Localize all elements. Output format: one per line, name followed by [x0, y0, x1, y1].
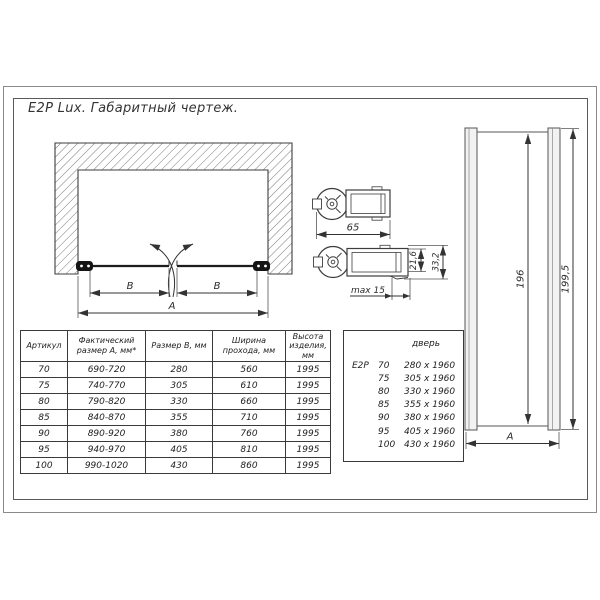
cell-pass-width: 810	[213, 442, 286, 458]
cell-height: 1995	[286, 458, 331, 474]
cell-pass-width: 710	[213, 410, 286, 426]
dim-label-a-plan: A	[168, 301, 176, 312]
cell-pass-width: 760	[213, 426, 286, 442]
col-header-height: Высота изделия, мм	[286, 331, 331, 362]
cell-articul: 75	[21, 378, 68, 394]
cell-pass-width: 860	[213, 458, 286, 474]
door-table-header: дверь	[411, 339, 441, 349]
door-size-code: 85	[378, 400, 390, 411]
cell-size-b: 405	[146, 442, 213, 458]
dim-label-b-left: B	[126, 281, 134, 292]
spec-row	[21, 410, 331, 426]
cell-size-b: 380	[146, 426, 213, 442]
glass-panel	[477, 132, 548, 426]
spec-header-row	[21, 331, 331, 362]
wall-profile-left	[465, 128, 477, 430]
cell-actual-size: 940-970	[68, 442, 146, 458]
cell-height: 1995	[286, 426, 331, 442]
dim-label-b-right: B	[213, 281, 221, 292]
wall-hatch	[55, 143, 292, 274]
door-size-code: 70	[378, 360, 390, 371]
spec-row	[21, 378, 331, 394]
spec-row	[21, 426, 331, 442]
door-row	[352, 385, 461, 398]
col-header-size-b: Размер В, мм	[146, 331, 213, 362]
spec-row	[21, 394, 331, 410]
door-glass-size: 330 x 1960	[404, 386, 456, 397]
door-glass-size: 355 x 1960	[404, 400, 456, 411]
cell-articul: 100	[21, 458, 68, 474]
cell-height: 1995	[286, 378, 331, 394]
dim-label-max15: max 15	[351, 286, 385, 296]
dim-label-196: 196	[515, 269, 527, 289]
door-row	[352, 438, 461, 451]
door-glass-size: 380 x 1960	[404, 413, 456, 424]
door-glass-size: 280 x 1960	[404, 360, 456, 371]
door-series: E2P	[352, 360, 369, 371]
hinge-profile-top	[313, 187, 391, 239]
cell-size-b: 355	[146, 410, 213, 426]
cell-articul: 70	[21, 362, 68, 378]
cell-height: 1995	[286, 394, 331, 410]
dim-label-65: 65	[346, 222, 360, 234]
cell-pass-width: 660	[213, 394, 286, 410]
cell-actual-size: 840-870	[68, 410, 146, 426]
cell-pass-width: 560	[213, 362, 286, 378]
door-size-code: 80	[378, 386, 390, 397]
cell-actual-size: 990-1020	[68, 458, 146, 474]
door-table	[343, 330, 464, 462]
dim-label-a-side: A	[506, 431, 514, 443]
door-glass-size: 405 x 1960	[404, 426, 456, 437]
door-size-code: 95	[378, 426, 390, 437]
door-row	[352, 399, 461, 412]
col-header-pass-width: Ширина прохода, мм	[213, 331, 286, 362]
cell-height: 1995	[286, 362, 331, 378]
dim-label-21-6: 21,6	[409, 251, 419, 270]
cell-size-b: 305	[146, 378, 213, 394]
cell-actual-size: 890-920	[68, 426, 146, 442]
cell-articul: 85	[21, 410, 68, 426]
cell-actual-size: 740-770	[68, 378, 146, 394]
spec-row	[21, 362, 331, 378]
plan-view	[55, 143, 292, 318]
cell-articul: 90	[21, 426, 68, 442]
spec-row	[21, 442, 331, 458]
col-header-articul: Артикул	[21, 331, 68, 362]
door-size-code: 100	[378, 439, 396, 450]
cell-size-b: 430	[146, 458, 213, 474]
cell-articul: 95	[21, 442, 68, 458]
swing-arc-left	[150, 244, 175, 297]
cell-height: 1995	[286, 442, 331, 458]
door-row	[352, 412, 461, 425]
wall-profile-right	[548, 128, 560, 430]
dim-label-199-5: 199,5	[560, 264, 572, 294]
door-row	[352, 425, 461, 438]
door-size-code: 90	[378, 413, 390, 424]
cell-articul: 80	[21, 394, 68, 410]
spec-row	[21, 458, 331, 474]
hinge-right	[253, 261, 270, 271]
spec-table	[20, 330, 331, 474]
door-glass-size: 430 x 1960	[404, 439, 456, 450]
door-row	[352, 372, 461, 385]
door-row	[352, 359, 461, 372]
cell-size-b: 280	[146, 362, 213, 378]
swing-arc-right	[168, 244, 193, 297]
col-header-actual-size: Фактический размер А, мм*	[68, 331, 146, 362]
side-view	[465, 128, 579, 449]
cell-pass-width: 610	[213, 378, 286, 394]
door-size-code: 75	[378, 373, 390, 384]
cell-height: 1995	[286, 410, 331, 426]
cell-actual-size: 690-720	[68, 362, 146, 378]
hinge-profile-bottom	[314, 245, 449, 300]
cell-size-b: 330	[146, 394, 213, 410]
page-title: E2P Lux. Габаритный чертеж.	[28, 101, 239, 116]
door-glass-size: 305 x 1960	[404, 373, 456, 384]
cell-actual-size: 790-820	[68, 394, 146, 410]
hinge-left	[76, 261, 93, 271]
dim-label-33-2: 33,2	[431, 252, 442, 272]
